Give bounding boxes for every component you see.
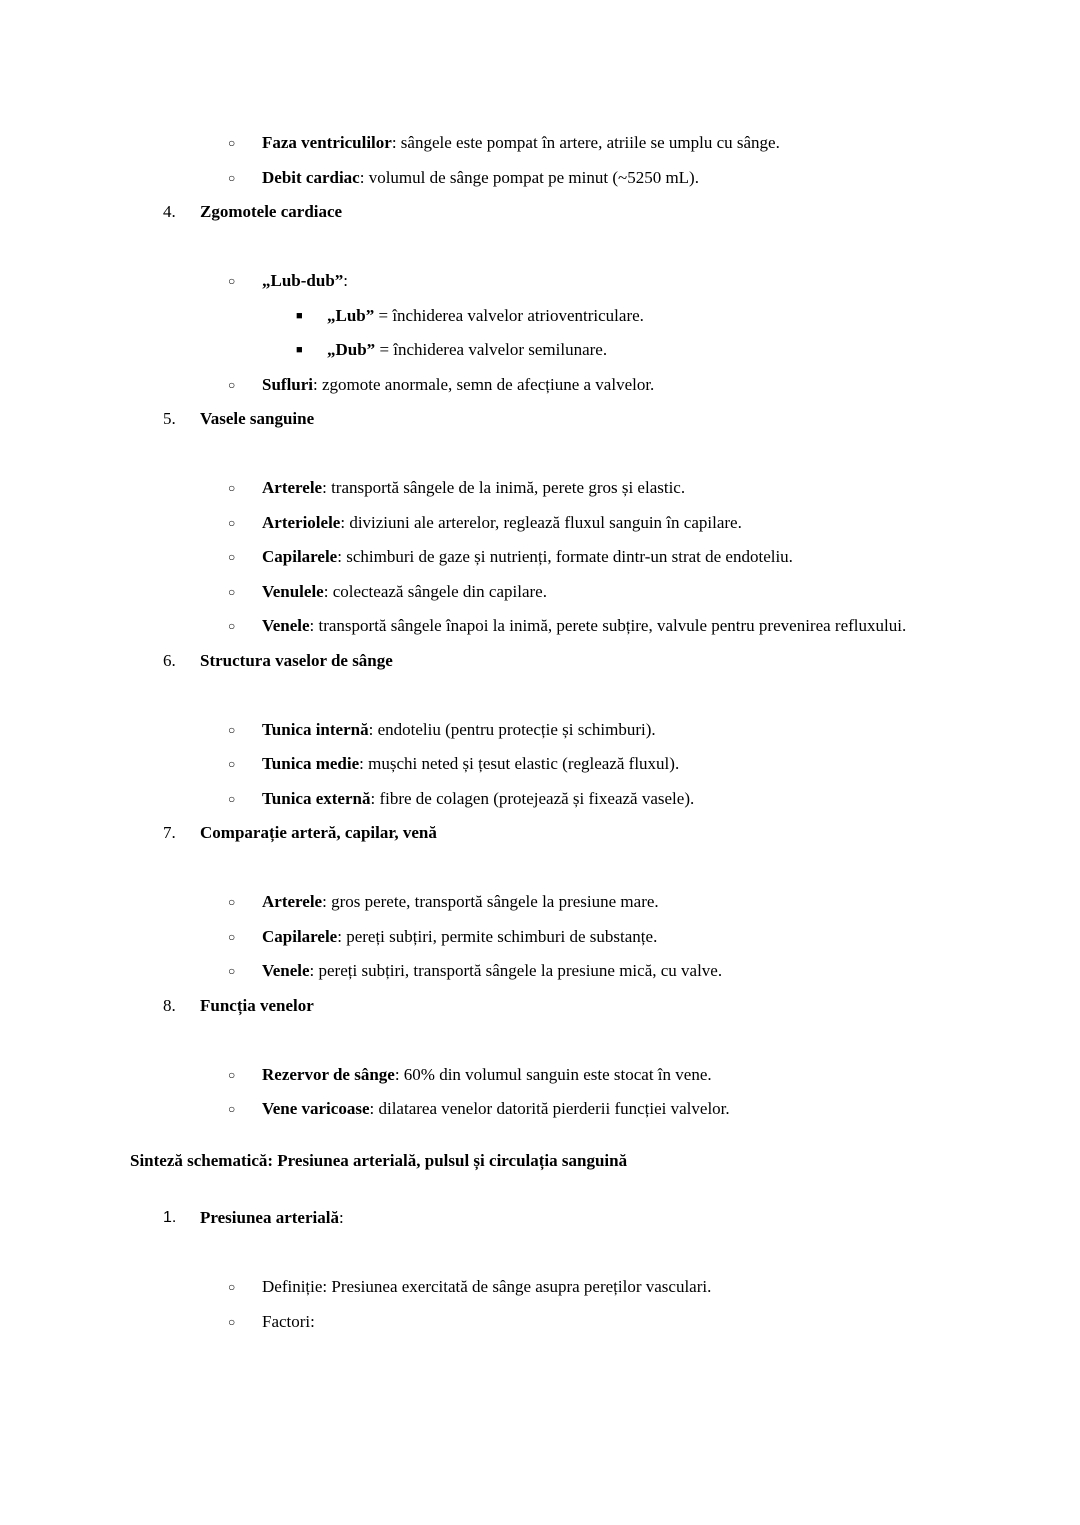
circle-bullet-icon: ○ <box>228 757 236 771</box>
list-item-level2 <box>130 1058 950 1093</box>
term-bold: Venele <box>262 961 310 980</box>
term-bold: Venele <box>262 616 310 635</box>
item-text: : <box>338 1208 344 1227</box>
item-text: : volumul de sânge pompat pe minut (~5250 mL). <box>359 167 699 187</box>
item-text: : gros perete, transportă sângele la presiune mare. <box>322 892 659 911</box>
term-bold: Rezervor de sânge <box>262 1064 395 1084</box>
blank-line-spacer <box>130 437 950 472</box>
term-bold: Tunica externă <box>262 788 371 808</box>
list-item-level2 <box>130 713 950 748</box>
item-text: Definiție: Presiunea exercitată de sânge asupra pereților vasculari. <box>262 1277 712 1296</box>
term-bold: Tunica internă <box>262 719 369 739</box>
term-bold: Debit cardiac <box>262 167 360 187</box>
numbered-item <box>130 402 950 437</box>
item-text: : pereți subțiri, transportă sângele la presiune mică, cu valve. <box>309 961 723 980</box>
list-item-level2 <box>130 540 950 575</box>
numbered-item <box>130 1201 950 1236</box>
list-item-level2 <box>130 506 950 541</box>
term-bold: Sufluri <box>262 374 314 394</box>
blank-line-spacer <box>130 1023 950 1058</box>
list-number: 4. <box>163 202 176 221</box>
list-item-level2 <box>130 885 950 920</box>
circle-bullet-icon: ○ <box>228 377 236 392</box>
list-number: 8. <box>163 995 176 1015</box>
list-item-level2 <box>130 575 950 610</box>
item-text: = închiderea valvelor semilunare. <box>375 340 608 359</box>
list-item-level2 <box>130 954 950 989</box>
numbered-item <box>130 989 950 1024</box>
circle-bullet-icon: ○ <box>228 274 236 288</box>
item-text: = închiderea valvelor atrioventriculare. <box>374 305 644 325</box>
term-bold: Vene varicoase <box>262 1099 370 1118</box>
numbered-item <box>130 816 950 851</box>
item-text: : zgomote anormale, semn de afecțiune a valvelor. <box>313 374 655 394</box>
list-item-level3 <box>130 299 950 334</box>
term-bold: Capilarele <box>262 547 338 566</box>
list-item-level2 <box>130 1092 950 1127</box>
circle-bullet-icon: ○ <box>228 1314 236 1329</box>
item-text: : colectează sângele din capilare. <box>323 581 547 601</box>
list-number: 7. <box>163 823 176 842</box>
list-item-level2 <box>130 161 950 196</box>
item-text: : mușchi neted și țesut elastic (reglează fluxul). <box>359 754 680 773</box>
term-bold: Vasele sanguine <box>200 409 315 428</box>
circle-bullet-icon: ○ <box>228 550 236 564</box>
list-item-level2 <box>130 782 950 817</box>
item-text: : <box>343 271 349 290</box>
item-text: : sângele este pompat în artere, atriile se umplu cu sânge. <box>391 133 780 152</box>
list-item-level2 <box>130 747 950 782</box>
term-bold: Structura vaselor de sânge <box>200 650 393 670</box>
term-bold: Comparație arteră, capilar, venă <box>200 823 437 842</box>
term-bold: „Dub” <box>327 340 376 359</box>
item-text: : pereți subțiri, permite schimburi de substanțe. <box>337 926 658 946</box>
list-number: 6. <box>163 650 176 670</box>
square-bullet-icon: ■ <box>296 344 303 356</box>
list-item-level2 <box>130 264 950 299</box>
blank-line-spacer <box>130 1236 950 1271</box>
circle-bullet-icon: ○ <box>228 964 236 978</box>
list-item-level2 <box>130 471 950 506</box>
square-bullet-icon: ■ <box>296 309 303 322</box>
blank-line-spacer <box>130 230 950 265</box>
circle-bullet-icon: ○ <box>228 170 236 185</box>
circle-bullet-icon: ○ <box>228 929 236 944</box>
term-bold: Faza ventriculilor <box>262 133 392 152</box>
circle-bullet-icon: ○ <box>228 1067 236 1082</box>
term-bold: Funcția venelor <box>200 995 314 1015</box>
item-text: : dilatarea venelor datorită pierderii funcției valvelor. <box>369 1099 730 1118</box>
item-text: : endoteliu (pentru protecție și schimburi). <box>368 719 656 739</box>
list-item-level2 <box>130 1305 950 1340</box>
term-bold: Venulele <box>262 581 324 601</box>
blank-line-spacer <box>130 851 950 886</box>
circle-bullet-icon: ○ <box>228 1102 236 1116</box>
list-item-level2 <box>130 920 950 955</box>
list-item-level2 <box>130 126 950 161</box>
item-text: : diviziuni ale arterelor, reglează fluxul sanguin în capilare. <box>340 512 742 532</box>
term-bold: Capilarele <box>262 926 338 946</box>
item-text: : fibre de colagen (protejează și fixează vasele). <box>370 788 695 808</box>
item-text: : 60% din volumul sanguin este stocat în vene. <box>394 1064 712 1084</box>
term-bold: Arteriolele <box>262 512 341 532</box>
circle-bullet-icon: ○ <box>228 136 236 150</box>
list-number: 1. <box>163 1209 177 1226</box>
term-bold: Arterele <box>262 478 323 497</box>
item-text: : transportă sângele înapoi la inimă, perete subțire, valvule pentru prevenirea refluxului. <box>309 616 907 635</box>
term-bold: Presiunea arterială <box>200 1208 339 1227</box>
term-bold: Tunica medie <box>262 754 360 773</box>
circle-bullet-icon: ○ <box>228 619 236 633</box>
list-item-level2 <box>130 609 950 644</box>
item-text: : transportă sângele de la inimă, perete gros și elastic. <box>322 478 686 497</box>
blank-line-spacer <box>130 678 950 713</box>
list-number: 5. <box>163 409 176 428</box>
term-bold: „Lub” <box>327 305 375 325</box>
numbered-item <box>130 195 950 230</box>
list-item-level2 <box>130 1270 950 1305</box>
circle-bullet-icon: ○ <box>228 895 236 909</box>
numbered-item <box>130 644 950 679</box>
circle-bullet-icon: ○ <box>228 481 236 495</box>
circle-bullet-icon: ○ <box>228 722 236 737</box>
term-bold: Arterele <box>262 892 323 911</box>
circle-bullet-icon: ○ <box>228 515 236 530</box>
section-heading: Sinteză schematică: Presiunea arterială, pulsul și circulația sanguină <box>130 1150 628 1170</box>
circle-bullet-icon: ○ <box>228 584 236 599</box>
term-bold: „Lub-dub” <box>262 271 344 290</box>
list-item-level2 <box>130 368 950 403</box>
circle-bullet-icon: ○ <box>228 1280 236 1294</box>
circle-bullet-icon: ○ <box>228 791 236 806</box>
item-text: : schimburi de gaze și nutrienți, formate dintr-un strat de endoteliu. <box>337 547 793 566</box>
list-item-level3 <box>130 333 950 368</box>
term-bold: Zgomotele cardiace <box>200 202 343 221</box>
item-text: Factori: <box>262 1311 315 1331</box>
